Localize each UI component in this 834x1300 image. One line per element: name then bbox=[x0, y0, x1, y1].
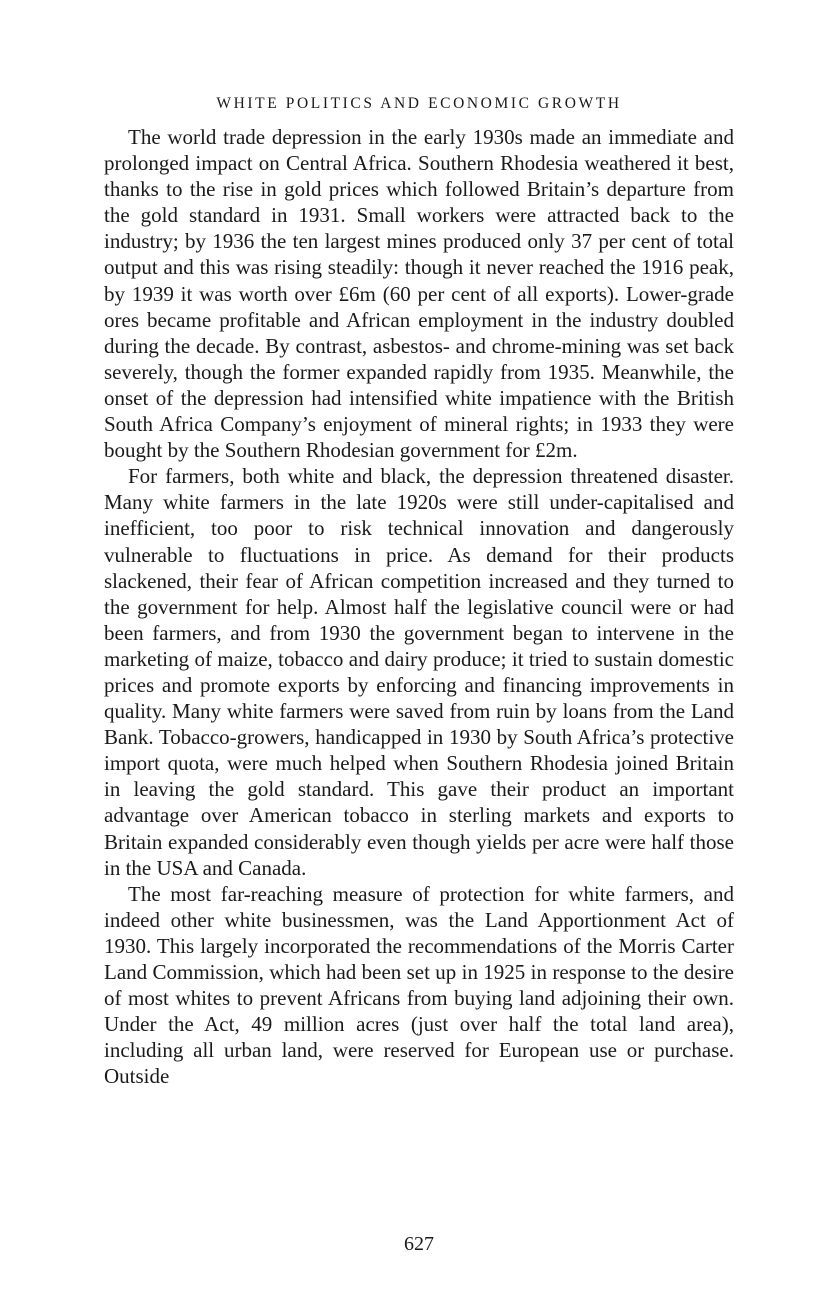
page-number: 627 bbox=[404, 1233, 434, 1255]
body-text bbox=[104, 124, 734, 1089]
running-head: WHITE POLITICS AND ECONOMIC GROWTH bbox=[216, 95, 622, 112]
paragraph-farmers: For farmers, both white and black, the depression threatened disaster. Many white farmers in the late 1920s were still under-capitalised and inefficient, too poor to risk technical innovation and dangerously vulnerable to fluctuations in price. As demand for their products slackened, their fear of African competition increased and they turned to the government for help. Almost half the legislative council were or had been farmers, and from 1930 the government began to intervene in the marketing of maize, tobacco and dairy produce; it tried to sustain domestic prices and promote exports by enforcing and financing improvements in quality. Many white farmers were saved from ruin by loans from the Land Bank. Tobacco-growers, handicapped in 1930 by South Africa’s protective import quota, were much helped when Southern Rhodesia joined Britain in leaving the gold standard. This gave their product an important advantage over American tobacco in sterling markets and exports to Britain expanded considerably even though yields per acre were half those in the USA and Canada. bbox=[104, 464, 734, 880]
paragraph-depression-impact: The world trade depression in the early 1930s made an immediate and prolonged impact on Central Africa. Southern Rhodesia weathered it best, thanks to the rise in gold prices which followed Britain’s departure from the gold standard in 1931. Small workers were attracted back to the industry; by 1936 the ten largest mines produced only 37 per cent of total output and this was rising steadily: though it never reached the 1916 peak, by 1939 it was worth over £6m (60 per cent of all exports). Lower-grade ores became profitable and African employment in the industry doubled during the decade. By contrast, asbestos- and chrome-mining was set back severely, though the former expanded rapidly from 1935. Meanwhile, the onset of the depression had intensified white impatience with the British South Africa Company’s enjoyment of mineral rights; in 1933 they were bought by the Southern Rhodesian government for £2m. bbox=[104, 125, 734, 463]
paragraph-land-apportionment: The most far-reaching measure of protection for white farmers, and indeed other white businessmen, was the Land Apportionment Act of 1930. This largely incorporated the recommendations of the Morris Carter Land Commission, which had been set up in 1925 in response to the desire of most whites to prevent Africans from buying land adjoining their own. Under the Act, 49 million acres (just over half the total land area), including all urban land, were reserved for European use or purchase. Outside bbox=[104, 881, 734, 1089]
